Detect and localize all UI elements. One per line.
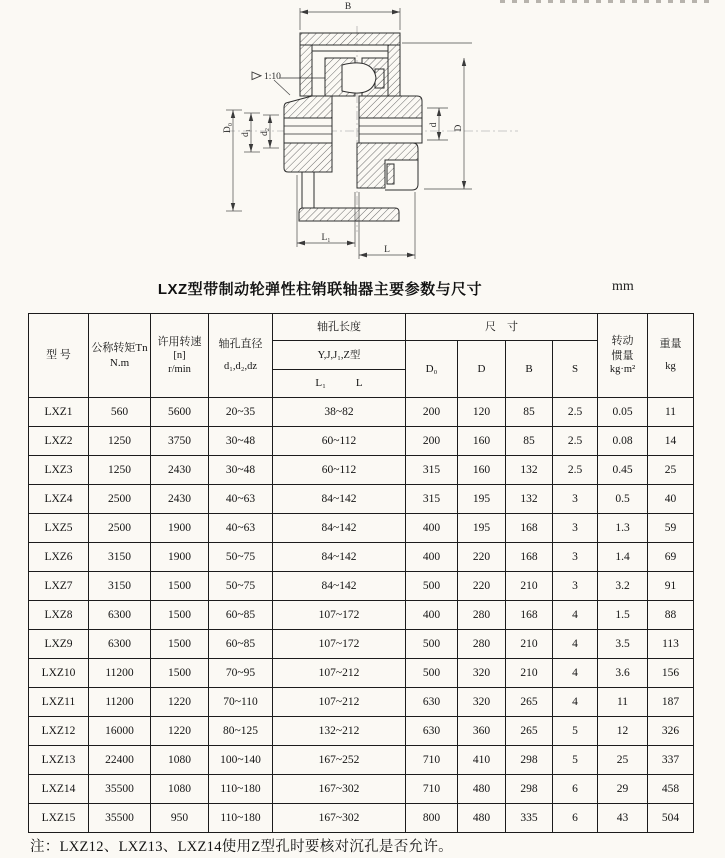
cell-B: 210: [506, 659, 553, 688]
cell-bore-length: 60~112: [273, 427, 406, 456]
cell-bore-diameter: 50~75: [209, 543, 273, 572]
cell-model: LXZ10: [29, 659, 89, 688]
cell-bore-length: 167~252: [273, 746, 406, 775]
cell-bore-length: 38~82: [273, 398, 406, 427]
cell-model: LXZ8: [29, 601, 89, 630]
cell-speed: 2430: [151, 485, 209, 514]
cell-B: 210: [506, 630, 553, 659]
cell-torque: 1250: [89, 427, 151, 456]
cell-bore-length: 107~172: [273, 630, 406, 659]
cell-D: 220: [458, 543, 506, 572]
cell-S: 4: [553, 601, 598, 630]
cell-speed: 1500: [151, 659, 209, 688]
cell-bore-diameter: 60~85: [209, 630, 273, 659]
dim-label-d2: d₂: [260, 127, 270, 137]
table-row: [29, 630, 694, 659]
cell-speed: 1220: [151, 717, 209, 746]
cell-D: 280: [458, 630, 506, 659]
cell-speed: 1080: [151, 746, 209, 775]
cell-B: 132: [506, 456, 553, 485]
cell-speed: 1500: [151, 630, 209, 659]
cell-speed: 1080: [151, 775, 209, 804]
table-row: [29, 398, 694, 427]
header-size-group: 尺 寸: [406, 314, 598, 341]
cell-bore-diameter: 40~63: [209, 514, 273, 543]
dim-label-d1: d₁: [241, 128, 251, 138]
parameters-table-wrap: [28, 313, 694, 833]
cell-weight: 59: [648, 514, 694, 543]
cell-model: LXZ13: [29, 746, 89, 775]
cell-weight: 11: [648, 398, 694, 427]
cell-B: 335: [506, 804, 553, 833]
cell-inertia: 1.3: [598, 514, 648, 543]
cell-bore-length: 84~142: [273, 485, 406, 514]
table-row: [29, 717, 694, 746]
header-torque: 公称转矩Tn N.m: [89, 314, 151, 398]
cell-D0: 200: [406, 427, 458, 456]
cell-S: 4: [553, 659, 598, 688]
unit-label: mm: [612, 279, 634, 294]
table-row: [29, 543, 694, 572]
cell-bore-length: 107~172: [273, 601, 406, 630]
cell-B: 132: [506, 485, 553, 514]
cell-torque: 6300: [89, 630, 151, 659]
cell-bore-length: 60~112: [273, 456, 406, 485]
cell-S: 4: [553, 630, 598, 659]
cell-inertia: 1.5: [598, 601, 648, 630]
cell-speed: 1500: [151, 601, 209, 630]
cell-D0: 500: [406, 630, 458, 659]
cell-torque: 35500: [89, 804, 151, 833]
cell-D0: 630: [406, 717, 458, 746]
cell-inertia: 0.45: [598, 456, 648, 485]
cell-speed: 950: [151, 804, 209, 833]
cell-speed: 2430: [151, 456, 209, 485]
cell-B: 265: [506, 717, 553, 746]
cell-D: 160: [458, 456, 506, 485]
cell-inertia: 3.5: [598, 630, 648, 659]
cell-D0: 400: [406, 543, 458, 572]
cell-model: LXZ6: [29, 543, 89, 572]
cell-bore-diameter: 60~85: [209, 601, 273, 630]
table-row: [29, 688, 694, 717]
cell-bore-diameter: 110~180: [209, 804, 273, 833]
cell-bore-diameter: 20~35: [209, 398, 273, 427]
header-weight: 重量 kg: [648, 314, 694, 398]
cell-torque: 2500: [89, 485, 151, 514]
table-row: [29, 659, 694, 688]
cell-D: 360: [458, 717, 506, 746]
cell-torque: 11200: [89, 659, 151, 688]
cell-inertia: 3.2: [598, 572, 648, 601]
header-col-B: B: [506, 341, 553, 398]
cell-D: 320: [458, 688, 506, 717]
footnote: 注：LXZ12、LXZ13、LXZ14使用Z型孔时要核对沉孔是否允许。: [30, 839, 453, 855]
cell-torque: 2500: [89, 514, 151, 543]
cell-D: 195: [458, 485, 506, 514]
cell-D: 120: [458, 398, 506, 427]
cell-model: LXZ14: [29, 775, 89, 804]
cell-bore-diameter: 110~180: [209, 775, 273, 804]
cell-D: 320: [458, 659, 506, 688]
dim-label-L1: L₁: [321, 233, 331, 243]
cell-B: 168: [506, 543, 553, 572]
cell-D0: 710: [406, 746, 458, 775]
header-model: 型 号: [29, 314, 89, 398]
cell-model: LXZ5: [29, 514, 89, 543]
cell-bore-length: 107~212: [273, 659, 406, 688]
cell-weight: 40: [648, 485, 694, 514]
cell-B: 298: [506, 746, 553, 775]
cell-bore-diameter: 40~63: [209, 485, 273, 514]
cell-bore-diameter: 70~95: [209, 659, 273, 688]
cell-S: 2.5: [553, 456, 598, 485]
header-L1: L₁: [315, 377, 326, 390]
cell-D: 160: [458, 427, 506, 456]
cell-bore-diameter: 70~110: [209, 688, 273, 717]
cell-torque: 35500: [89, 775, 151, 804]
cell-D0: 400: [406, 514, 458, 543]
cell-B: 210: [506, 572, 553, 601]
cell-D: 195: [458, 514, 506, 543]
cell-S: 2.5: [553, 427, 598, 456]
cell-bore-length: 84~142: [273, 572, 406, 601]
cell-S: 3: [553, 572, 598, 601]
cell-B: 85: [506, 427, 553, 456]
cell-weight: 458: [648, 775, 694, 804]
cell-D0: 710: [406, 775, 458, 804]
cell-D0: 800: [406, 804, 458, 833]
cell-B: 298: [506, 775, 553, 804]
header-col-S: S: [553, 341, 598, 398]
cell-D0: 500: [406, 659, 458, 688]
cell-torque: 3150: [89, 572, 151, 601]
cell-torque: 560: [89, 398, 151, 427]
cell-weight: 88: [648, 601, 694, 630]
cell-model: LXZ2: [29, 427, 89, 456]
cell-model: LXZ9: [29, 630, 89, 659]
cell-speed: 1220: [151, 688, 209, 717]
cell-S: 6: [553, 804, 598, 833]
cell-inertia: 0.5: [598, 485, 648, 514]
cell-bore-length: 84~142: [273, 514, 406, 543]
cell-inertia: 0.05: [598, 398, 648, 427]
cell-bore-length: 167~302: [273, 775, 406, 804]
header-L: L: [355, 377, 363, 390]
cell-speed: 3750: [151, 427, 209, 456]
cell-inertia: 12: [598, 717, 648, 746]
cell-weight: 504: [648, 804, 694, 833]
cell-inertia: 43: [598, 804, 648, 833]
cell-B: 265: [506, 688, 553, 717]
cell-speed: 1900: [151, 514, 209, 543]
taper-label: 1:10: [264, 72, 281, 82]
table-row: [29, 572, 694, 601]
cell-weight: 326: [648, 717, 694, 746]
cell-bore-length: 84~142: [273, 543, 406, 572]
cell-bore-length: 132~212: [273, 717, 406, 746]
cell-torque: 6300: [89, 601, 151, 630]
cell-D: 280: [458, 601, 506, 630]
cell-inertia: 11: [598, 688, 648, 717]
cell-torque: 22400: [89, 746, 151, 775]
cell-B: 168: [506, 514, 553, 543]
cropped-text-fragment: [500, 0, 712, 3]
cell-B: 85: [506, 398, 553, 427]
cell-S: 3: [553, 514, 598, 543]
cell-D0: 630: [406, 688, 458, 717]
cell-speed: 1500: [151, 572, 209, 601]
table-row: [29, 456, 694, 485]
cell-D0: 315: [406, 456, 458, 485]
cell-D: 480: [458, 775, 506, 804]
cell-weight: 113: [648, 630, 694, 659]
page-title: LXZ型带制动轮弹性柱销联轴器主要参数与尺寸: [157, 281, 483, 298]
cell-S: 2.5: [553, 398, 598, 427]
taper-symbol-icon: [252, 72, 261, 80]
cell-inertia: 0.08: [598, 427, 648, 456]
cell-inertia: 3.6: [598, 659, 648, 688]
cell-torque: 3150: [89, 543, 151, 572]
table-body: [29, 398, 694, 833]
cell-model: LXZ15: [29, 804, 89, 833]
cell-D0: 500: [406, 572, 458, 601]
cell-weight: 337: [648, 746, 694, 775]
cell-bore-diameter: 100~140: [209, 746, 273, 775]
cell-S: 3: [553, 485, 598, 514]
cell-S: 3: [553, 543, 598, 572]
cell-model: LXZ3: [29, 456, 89, 485]
cell-bore-length: 167~302: [273, 804, 406, 833]
cell-weight: 187: [648, 688, 694, 717]
dim-label-D: D: [454, 124, 464, 132]
cell-inertia: 25: [598, 746, 648, 775]
cell-weight: 25: [648, 456, 694, 485]
cell-weight: 156: [648, 659, 694, 688]
header-bore-length-types: Y,J,J₁,Z型: [273, 341, 406, 370]
cell-D0: 200: [406, 398, 458, 427]
cell-model: LXZ1: [29, 398, 89, 427]
cell-D: 410: [458, 746, 506, 775]
cell-bore-diameter: 30~48: [209, 427, 273, 456]
dim-label-D0: D₀: [223, 122, 233, 134]
coupling-section-drawing: [222, 0, 522, 268]
header-col-D0: D₀: [406, 341, 458, 398]
table-row: [29, 804, 694, 833]
cell-S: 6: [553, 775, 598, 804]
header-L1-L: [273, 370, 406, 398]
table-row: [29, 514, 694, 543]
cell-model: LXZ4: [29, 485, 89, 514]
cell-model: LXZ7: [29, 572, 89, 601]
table-row: [29, 427, 694, 456]
cell-bore-length: 107~212: [273, 688, 406, 717]
cell-D0: 315: [406, 485, 458, 514]
table-header: [29, 314, 694, 398]
cell-bore-diameter: 30~48: [209, 456, 273, 485]
cell-bore-diameter: 50~75: [209, 572, 273, 601]
table-row: [29, 601, 694, 630]
cell-S: 5: [553, 717, 598, 746]
cell-D0: 400: [406, 601, 458, 630]
cell-speed: 1900: [151, 543, 209, 572]
header-speed: 许用转速 [n] r/min: [151, 314, 209, 398]
header-inertia: 转动 惯量 kg·m²: [598, 314, 648, 398]
cell-B: 168: [506, 601, 553, 630]
cell-speed: 5600: [151, 398, 209, 427]
header-bore-length-group: 轴孔长度: [273, 314, 406, 341]
table-row: [29, 485, 694, 514]
cell-weight: 69: [648, 543, 694, 572]
cell-S: 5: [553, 746, 598, 775]
cell-bore-diameter: 80~125: [209, 717, 273, 746]
coupling-drawing-svg: [222, 0, 522, 268]
cell-inertia: 1.4: [598, 543, 648, 572]
dim-label-d: d: [429, 122, 439, 128]
cell-torque: 1250: [89, 456, 151, 485]
cell-inertia: 29: [598, 775, 648, 804]
cell-torque: 16000: [89, 717, 151, 746]
title-row: [0, 278, 725, 298]
table-row: [29, 746, 694, 775]
cell-D: 480: [458, 804, 506, 833]
cell-torque: 11200: [89, 688, 151, 717]
cell-model: LXZ11: [29, 688, 89, 717]
cell-D: 220: [458, 572, 506, 601]
dim-label-B: B: [344, 2, 352, 12]
cell-S: 4: [553, 688, 598, 717]
header-col-D: D: [458, 341, 506, 398]
cell-model: LXZ12: [29, 717, 89, 746]
cell-weight: 91: [648, 572, 694, 601]
header-bore-dia: 轴孔直径 d₁,d₂,dz: [209, 314, 273, 398]
cell-weight: 14: [648, 427, 694, 456]
parameters-table: [28, 313, 694, 833]
dim-label-L: L: [384, 245, 390, 255]
table-row: [29, 775, 694, 804]
